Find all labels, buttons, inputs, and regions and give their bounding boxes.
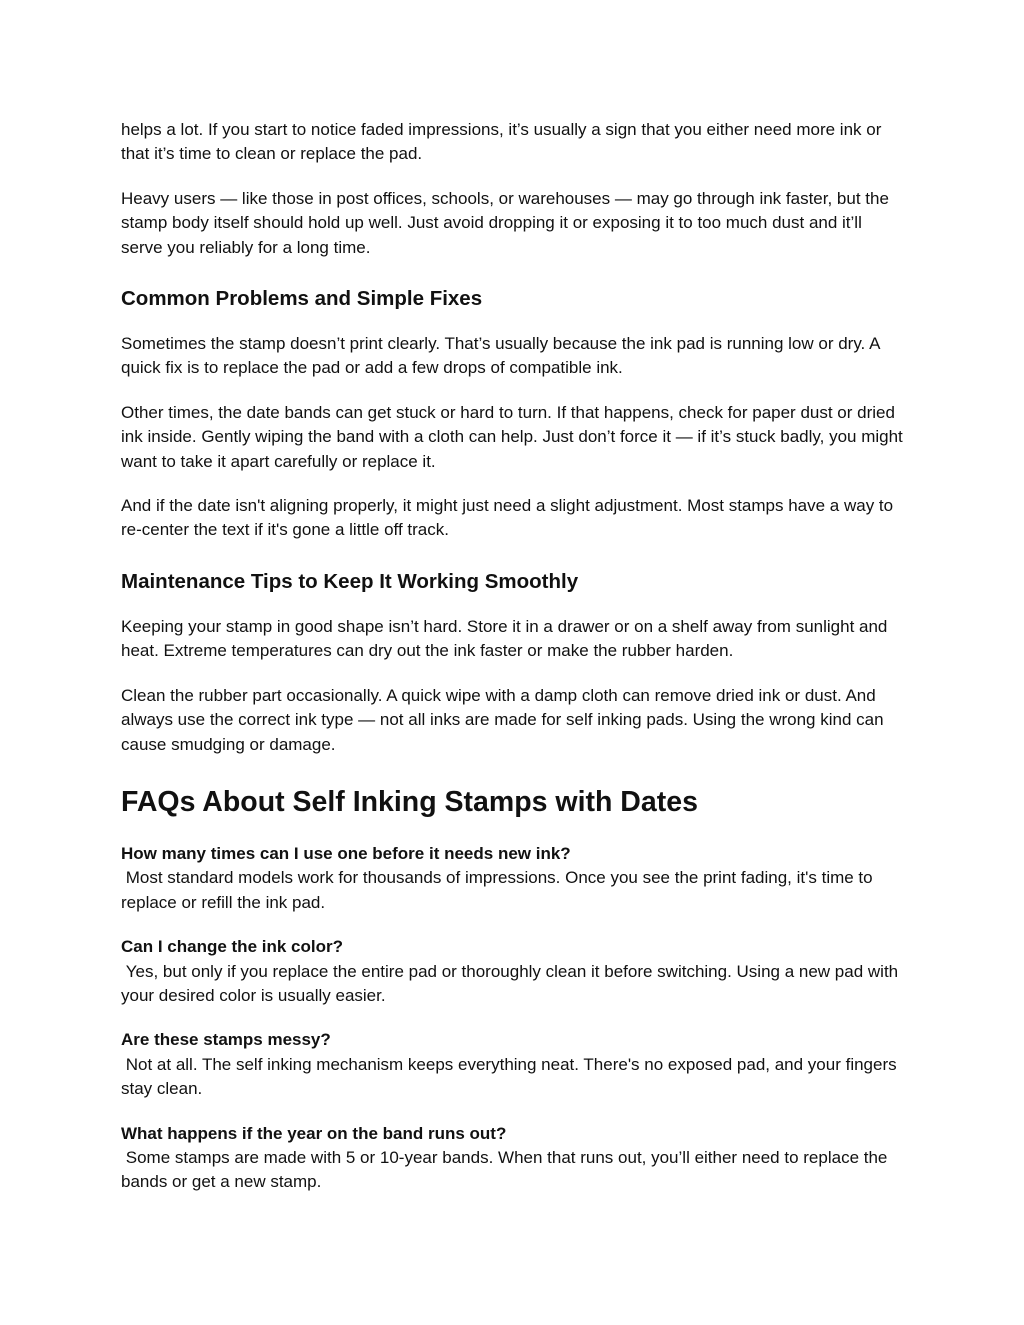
section-paragraph: Sometimes the stamp doesn’t print clearly. That’s usually because the ink pad is running low or dry. A quick fix is to replace the pad or add a few drops of compatible ink. <box>121 334 880 378</box>
faq-question: Are these stamps messy? <box>121 1030 331 1050</box>
section-paragraph: Other times, the date bands can get stuck or hard to turn. If that happens, check for paper dust or dried ink inside. Gently wiping the band with a cloth can help. Just don’t force it — if it’s stuck badly, you might want to take it apart carefully or replace it. <box>121 402 903 471</box>
section-heading-maintenance-tips: Maintenance Tips to Keep It Working Smoothly <box>121 569 579 593</box>
faq-item <box>121 1122 907 1195</box>
intro-paragraph: Heavy users — like those in post offices, schools, or warehouses — may go through ink faster, but the stamp body itself should hold up well. Just avoid dropping it or exposing it to too much dust and it’ll serve you reliably for a long time. <box>121 188 889 257</box>
section-paragraph: And if the date isn't aligning properly, it might just need a slight adjustment. Most stamps have a way to re-center the text if it's gone a little off track. <box>121 496 894 540</box>
section-paragraph: Keeping your stamp in good shape isn’t hard. Store it in a drawer or on a shelf away from sunlight and heat. Extreme temperatures can dry out the ink faster or make the rubber harden. <box>121 616 888 661</box>
faq-item <box>121 1028 907 1101</box>
faq-answer: Most standard models work for thousands of impressions. Once you see the print fading, it's time to replace or refill the ink pad. <box>121 868 878 912</box>
faq-question: How many times can I use one before it needs new ink? <box>121 843 571 863</box>
intro-paragraph: helps a lot. If you start to notice faded impressions, it’s usually a sign that you either need more ink or that it’s time to clean or replace the pad. <box>121 120 882 164</box>
faq-answer: Some stamps are made with 5 or 10-year bands. When that runs out, you’ll either need to replace the bands or get a new stamp. <box>121 1147 893 1192</box>
faq-item <box>121 935 907 1008</box>
section-heading-common-problems: Common Problems and Simple Fixes <box>121 287 483 311</box>
faq-question: What happens if the year on the band runs out? <box>121 1123 507 1143</box>
faq-item <box>121 842 907 915</box>
faq-answer: Yes, but only if you replace the entire pad or thoroughly clean it before switching. Using a new pad with your desired color is usually easier. <box>121 961 903 1005</box>
faq-heading: FAQs About Self Inking Stamps with Dates <box>121 785 698 818</box>
faq-answer: Not at all. The self inking mechanism keeps everything neat. There's no exposed pad, and your fingers stay clean. <box>121 1054 902 1099</box>
faq-question: Can I change the ink color? <box>121 937 343 957</box>
section-paragraph: Clean the rubber part occasionally. A quick wipe with a damp cloth can remove dried ink or dust. And always use the correct ink type — not all inks are made for self inking pads. Using the wrong kind can cause smudging or damage. <box>121 685 884 754</box>
document-page <box>121 118 907 1215</box>
